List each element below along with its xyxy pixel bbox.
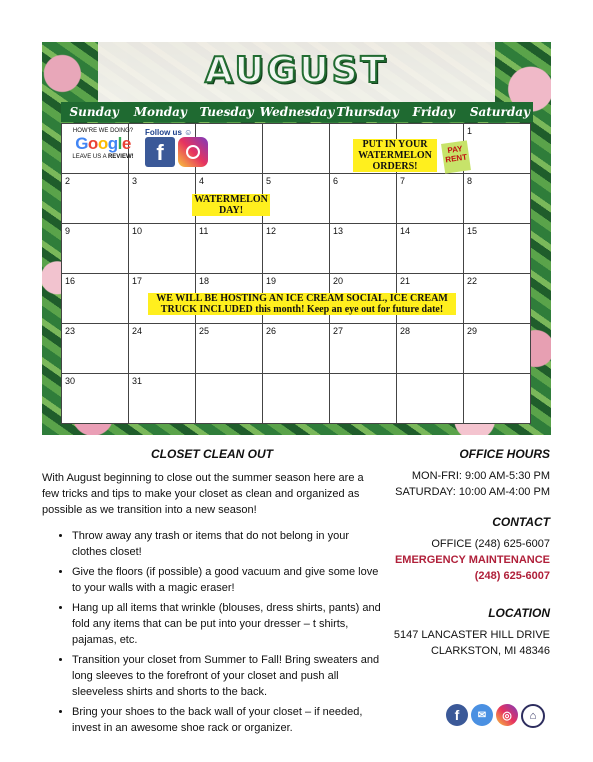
calendar-day-cell: [129, 374, 196, 424]
day-number: 15: [467, 226, 478, 236]
office-hours: [395, 446, 550, 500]
emergency-label: EMERGENCY MAINTENANCE: [394, 554, 550, 566]
calendar-day-cell: [263, 124, 330, 174]
calendar-day-cell: [397, 324, 464, 374]
closet-section: [42, 446, 382, 740]
day-number: 29: [467, 326, 478, 336]
day-number: 22: [467, 276, 478, 286]
day-number: 25: [199, 326, 210, 336]
closet-title: CLOSET CLEAN OUT: [151, 447, 273, 461]
calendar-day-cell: [196, 224, 263, 274]
day-number: 19: [266, 276, 277, 286]
weekday-tuesday: Tuesday: [199, 105, 254, 119]
day-number: 23: [65, 326, 76, 336]
calendar-day-cell: [397, 174, 464, 224]
calendar-day-cell: [263, 224, 330, 274]
day-number: 18: [199, 276, 210, 286]
watermelon-orders-note: PUT IN YOUR WATERMELON ORDERS!: [353, 139, 437, 172]
day-number: 9: [65, 226, 71, 236]
day-number: 27: [333, 326, 344, 336]
day-number: 21: [400, 276, 411, 286]
day-number: 1: [467, 126, 473, 136]
watermelon-day-note: WATERMELON DAY!: [192, 194, 270, 216]
calendar-day-cell: [330, 224, 397, 274]
weekday-wednesday: Wednesday: [259, 105, 335, 119]
day-number: 16: [65, 276, 76, 286]
day-number: 13: [333, 226, 344, 236]
tip-item: • Hang up all items that wrinkle (blouses, dress shirts, pants) and fold any items that can be put into your dresser – t shirts, pajamas, etc.: [72, 600, 382, 648]
calendar-day-cell: [464, 374, 531, 424]
calendar-day-cell: [62, 224, 129, 274]
title-band: [98, 42, 495, 106]
instagram-icon[interactable]: [178, 137, 208, 167]
day-number: 8: [467, 176, 473, 186]
day-number: 24: [132, 326, 143, 336]
weekday-friday: Friday: [412, 105, 455, 119]
calendar-day-cell: [263, 374, 330, 424]
day-number: 3: [132, 176, 138, 186]
follow-label: Follow us: [145, 128, 182, 137]
weekday-sunday: Sunday: [69, 105, 119, 119]
day-number: 28: [400, 326, 411, 336]
weekday-monday: Monday: [133, 105, 187, 119]
pay-rent-sticky-note: PAY RENT: [441, 140, 471, 173]
contact-title: CONTACT: [492, 515, 550, 529]
calendar-day-cell: [397, 224, 464, 274]
day-number: 12: [266, 226, 277, 236]
social-follow: [145, 128, 217, 167]
calendar-day-cell: [464, 324, 531, 374]
day-number: 4: [199, 176, 205, 186]
location-title: LOCATION: [488, 606, 550, 620]
calendar-day-cell: [397, 374, 464, 424]
weekday-header: [61, 102, 533, 122]
calendar-day-cell: [62, 324, 129, 374]
calendar-day-cell: [62, 174, 129, 224]
calendar-day-cell: [330, 374, 397, 424]
review-leave: LEAVE US A: [72, 154, 107, 160]
day-number: 11: [199, 226, 209, 236]
closet-intro: With August beginning to close out the summer season here are a few tricks and tips to make your closet as clean and organized as possible as we transition into a new season!: [42, 472, 364, 516]
calendar-day-cell: [129, 224, 196, 274]
day-number: 6: [333, 176, 339, 186]
day-number: 5: [266, 176, 272, 186]
month-title: AUGUST: [204, 50, 389, 91]
tip-item: • Bring your shoes to the back wall of your closet – if needed, invest in an awesome shoe rack or organizer.: [72, 704, 382, 736]
email-icon[interactable]: ✉: [471, 704, 493, 726]
hours-saturday: SATURDAY: 10:00 AM-4:00 PM: [395, 486, 550, 498]
tip-item: • Give the floors (if possible) a good vacuum and give some love to your walls with a magic eraser!: [72, 564, 382, 596]
calendar-day-cell: [129, 174, 196, 224]
closet-tips-list: [42, 528, 382, 736]
review-label: REVIEW!: [107, 154, 134, 160]
weekday-thursday: Thursday: [336, 105, 399, 119]
emergency-phone[interactable]: (248) 625-6007: [474, 570, 550, 582]
calendar-day-cell: [196, 324, 263, 374]
day-number: 2: [65, 176, 71, 186]
calendar-day-cell: [464, 274, 531, 324]
location-info: [394, 605, 550, 659]
calendar-day-cell: [129, 324, 196, 374]
hours-weekday: MON-FRI: 9:00 AM-5:30 PM: [411, 470, 550, 482]
calendar-day-cell: [62, 274, 129, 324]
address-line-2: CLARKSTON, MI 48346: [430, 645, 550, 657]
calendar-day-cell: [464, 124, 531, 174]
day-number: 7: [400, 176, 406, 186]
office-phone[interactable]: OFFICE (248) 625-6007: [431, 538, 550, 550]
tip-item: • Throw away any trash or items that do not belong in your clothes closet!: [72, 528, 382, 560]
day-number: 30: [65, 376, 76, 386]
ice-cream-social-note: WE WILL BE HOSTING AN ICE CREAM SOCIAL, ICE CREAM TRUCK INCLUDED this month! Keep an eye out for future date!: [148, 293, 456, 315]
smile-icon: ☺: [184, 128, 193, 137]
calendar-graphic: [42, 42, 551, 435]
day-number: 26: [266, 326, 277, 336]
calendar-day-cell: [263, 174, 330, 224]
tip-item: • Transition your closet from Summer to Fall! Bring sweaters and long sleeves to the forefront of your closet and push all sleeveless shirts and shorts to the back.: [72, 652, 382, 700]
facebook-icon[interactable]: f: [446, 704, 468, 726]
instagram-icon[interactable]: ◎: [496, 704, 518, 726]
calendar-day-cell: [330, 324, 397, 374]
calendar-day-cell: [263, 324, 330, 374]
contact-info: [395, 514, 550, 584]
review-title: HOW'RE WE DOING?: [72, 128, 134, 134]
google-logo: Google: [75, 134, 131, 153]
address-line-1: 5147 LANCASTER HILL DRIVE: [393, 629, 550, 641]
calendar-day-cell: [330, 174, 397, 224]
day-number: 31: [132, 376, 143, 386]
equal-housing-icon: ⌂: [521, 704, 545, 728]
office-hours-title: OFFICE HOURS: [459, 447, 550, 461]
day-number: 14: [400, 226, 411, 236]
day-number: 20: [333, 276, 344, 286]
calendar-day-cell: [62, 374, 129, 424]
calendar-day-cell: [464, 224, 531, 274]
calendar-day-cell: [464, 174, 531, 224]
footer-icons: [446, 704, 545, 728]
day-number: 10: [132, 226, 143, 236]
day-number: 17: [132, 276, 143, 286]
facebook-icon[interactable]: f: [145, 137, 175, 167]
google-review-badge[interactable]: [66, 128, 140, 174]
weekday-saturday: Saturday: [469, 105, 530, 119]
calendar-day-cell: [196, 374, 263, 424]
